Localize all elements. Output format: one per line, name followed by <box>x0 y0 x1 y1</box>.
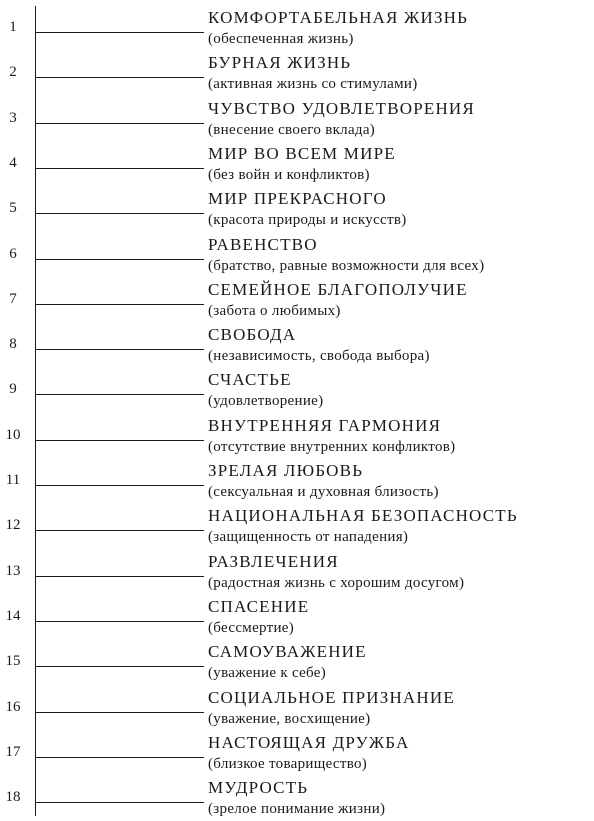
value-name: РАЗВЛЕЧЕНИЯ <box>208 551 339 571</box>
value-name: РАВЕНСТВО <box>208 234 318 254</box>
rank-blank-line[interactable] <box>36 530 204 531</box>
row-number: 2 <box>9 64 17 81</box>
value-row <box>0 504 594 549</box>
row-number: 9 <box>9 381 17 398</box>
rank-blank-line[interactable] <box>36 304 204 305</box>
value-name: ЧУВСТВО УДОВЛЕТВОРЕНИЯ <box>208 98 475 118</box>
row-number: 3 <box>9 109 17 126</box>
value-name: КОМФОРТАБЕЛЬНАЯ ЖИЗНЬ <box>208 8 469 27</box>
value-description: (отсутствие внутренних конфликтов) <box>208 438 456 455</box>
row-number: 4 <box>9 154 17 171</box>
value-row <box>0 414 594 459</box>
value-description: (уважение к себе) <box>208 665 327 682</box>
value-description: (уважение, восхищение) <box>208 710 371 727</box>
value-row <box>0 97 594 142</box>
value-description: (независимость, свобода выбора) <box>208 348 430 365</box>
rank-blank-line[interactable] <box>36 757 204 758</box>
value-row <box>0 550 594 595</box>
value-description: (внесение своего вклада) <box>208 121 376 138</box>
value-description: (удовлетворение) <box>208 393 324 410</box>
value-description: (близкое товарищество) <box>208 755 368 772</box>
value-name: МИР ПРЕКРАСНОГО <box>208 189 387 209</box>
value-name: СЧАСТЬЕ <box>208 370 292 390</box>
value-name: МУДРОСТЬ <box>208 778 309 798</box>
row-number: 13 <box>5 562 21 579</box>
value-description: (зрелое понимание жизни) <box>208 801 386 818</box>
value-description: (красота природы и искусств) <box>208 212 407 229</box>
value-description: (бессмертие) <box>208 619 295 636</box>
value-name: НАЦИОНАЛЬНАЯ БЕЗОПАСНОСТЬ <box>208 506 518 526</box>
rank-blank-line[interactable] <box>36 77 204 78</box>
value-row <box>0 233 594 278</box>
rank-blank-line[interactable] <box>36 666 204 667</box>
value-name: НАСТОЯЩАЯ ДРУЖБА <box>208 732 410 752</box>
row-number: 11 <box>5 472 21 488</box>
row-number: 14 <box>5 607 21 624</box>
value-name: СЕМЕЙНОЕ БЛАГОПОЛУЧИЕ <box>208 279 468 299</box>
value-name: ЗРЕЛАЯ ЛЮБОВЬ <box>208 461 364 480</box>
rank-blank-line[interactable] <box>36 123 204 124</box>
rank-blank-line[interactable] <box>36 394 204 395</box>
value-row <box>0 187 594 232</box>
value-name: СОЦИАЛЬНОЕ ПРИЗНАНИЕ <box>208 687 455 707</box>
rank-blank-line[interactable] <box>36 485 204 486</box>
value-row <box>0 776 594 821</box>
value-name: САМОУВАЖЕНИЕ <box>208 642 367 662</box>
value-row <box>0 640 594 685</box>
rank-blank-line[interactable] <box>36 802 204 803</box>
row-number: 12 <box>5 517 21 534</box>
rank-blank-line[interactable] <box>36 32 204 33</box>
row-number: 7 <box>9 290 17 307</box>
value-name: МИР ВО ВСЕМ МИРЕ <box>208 143 396 163</box>
row-number: 6 <box>9 245 17 262</box>
value-description: (сексуальная и духовная близость) <box>208 484 439 500</box>
rank-blank-line[interactable] <box>36 349 204 350</box>
value-description: (братство, равные возможности для всех) <box>208 257 485 274</box>
row-number: 10 <box>5 426 21 443</box>
value-row <box>0 142 594 187</box>
value-row <box>0 595 594 640</box>
rank-blank-line[interactable] <box>36 621 204 622</box>
row-number: 18 <box>5 789 21 806</box>
value-row <box>0 459 594 504</box>
value-description: (активная жизнь со стимулами) <box>208 76 418 93</box>
value-row <box>0 323 594 368</box>
row-number: 17 <box>5 743 21 760</box>
row-number: 15 <box>5 653 21 670</box>
value-row <box>0 686 594 731</box>
value-description: (защищенность от нападения) <box>208 529 409 546</box>
rank-blank-line[interactable] <box>36 213 204 214</box>
row-number: 16 <box>5 698 21 715</box>
value-description: (без войн и конфликтов) <box>208 166 370 183</box>
value-name: СВОБОДА <box>208 325 297 345</box>
value-name: БУРНАЯ ЖИЗНЬ <box>208 53 352 73</box>
value-row <box>0 6 594 51</box>
row-number: 8 <box>9 336 17 353</box>
row-number: 1 <box>9 19 17 35</box>
value-row <box>0 368 594 413</box>
rank-blank-line[interactable] <box>36 576 204 577</box>
rank-blank-line[interactable] <box>36 712 204 713</box>
value-name: СПАСЕНИЕ <box>208 596 310 616</box>
rank-blank-line[interactable] <box>36 259 204 260</box>
rank-blank-line[interactable] <box>36 440 204 441</box>
value-name: ВНУТРЕННЯЯ ГАРМОНИЯ <box>208 415 442 435</box>
value-row <box>0 731 594 776</box>
value-description: (забота о любимых) <box>208 302 341 319</box>
value-description: (радостная жизнь с хорошим досугом) <box>208 574 465 591</box>
value-description: (обеспеченная жизнь) <box>208 31 354 47</box>
value-row <box>0 278 594 323</box>
value-row <box>0 51 594 96</box>
row-number: 5 <box>9 200 17 217</box>
rank-blank-line[interactable] <box>36 168 204 169</box>
